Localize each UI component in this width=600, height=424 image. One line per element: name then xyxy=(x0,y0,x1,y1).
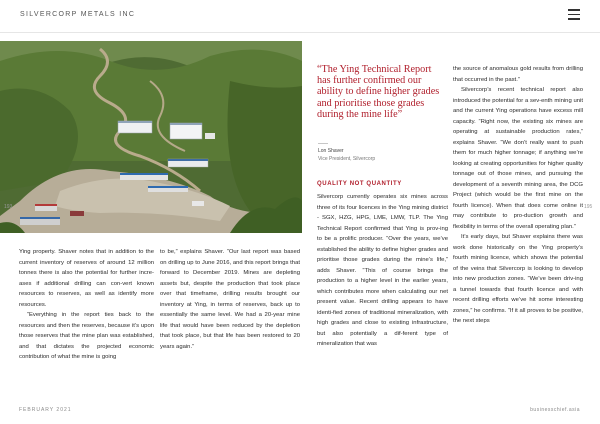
paragraph: Silvercorp’s recent technical report also introduced the potential for a sev-enth mining unit and the current Ying operations have excess mill capacity. “Right now, the existing six mines are operating at sustainable production rates,” explains Shaver. “We don’t really want to push them for much higher tonnage; if anything we’re looking at creating opportunities for higher quality tonnage out of those mines, and pursuing the development of a seventh mining area, the DCG Project (which would be the first mine on the fourth licence). When that does come online it may contribute to pro-duction growth and flexibility in terms of the overall operating plan.” xyxy=(453,87,583,230)
paragraph: “Everything in the report ties back to the resources and then the reserves, because it’s upon those reserves that the mine plan was established, and that dictates the projected economic contribution of what the mine is going xyxy=(19,312,154,360)
paragraph: to be,” explains Shaver. “Our last report was based on drilling up to June 2016, and this report brings that forward to December 2019. Mines are depleting assets but, despite the production that took place over that timeframe, drilling results brought our inventory at Ying, in terms of reserves, back up to essentially the same level. We had a 20-year mine life that would have been reduced by the depletion that took place, but that life has been restored to 20 years again.” xyxy=(160,249,300,350)
quote-attribution-name: Lon Shaver xyxy=(318,148,344,154)
left-page-column-2 xyxy=(160,247,300,352)
pull-quote: “The Ying Technical Report has further confirmed our ability to define higher grades and prioritise those grades during the mine life” xyxy=(317,64,440,120)
hamburger-menu-icon[interactable] xyxy=(568,9,580,19)
footer-website-link[interactable]: businesschief.asia xyxy=(530,407,580,413)
paragraph: Ying property. Shaver notes that in addition to the current inventory of reserves of around 12 million tonnes there is also the potential for further incre-ases if additional drilling can con-vert known resources to reserves, as well as identify more resources. xyxy=(19,249,154,308)
mine-site-photo xyxy=(0,41,302,233)
brand-title: SILVERCORP METALS INC xyxy=(20,11,136,18)
page-number-left: 193 xyxy=(4,204,13,210)
mine-landscape-illustration xyxy=(0,41,302,233)
top-bar xyxy=(0,0,600,33)
footer-issue-date: FEBRUARY 2021 xyxy=(19,407,72,413)
right-page-column-2 xyxy=(453,64,583,327)
section-subhead: QUALITY NOT QUANTITY xyxy=(317,181,402,187)
paragraph: Silvercorp currently operates six mines across three of its four licences in the Ying mining district - SGX, HZG, HPG, LME, LMW, TLP. The Ying Technical Report confirmed that Ying is prov-ing to be a prolific producer. “Over the years, we’ve established the ability to define higher grades and prioritise those grades during the mine’s life,” adds Shaver. “This of course brings the production to a higher level in the earlier years, which contributes more when calculating our net present value. Recent drilling appears to have identi-fied zones of traditional mineralization, with high grades and close to existing infrastructure, but also potentially a dif-ferent type of mineralization that was xyxy=(317,194,448,347)
paragraph: the source of anomalous gold results from drilling that occurred in the past.” xyxy=(453,66,583,83)
quote-divider xyxy=(318,143,328,144)
page-number-right: 195 xyxy=(584,204,593,210)
left-page-column-1 xyxy=(19,247,154,363)
right-page-column-1 xyxy=(317,192,448,350)
paragraph: It’s early days, but Shaver explains there was work done historically on the Ying property’s fourth mining licence, which shows the potential of the veins that Silvercorp is looking to develop into new production zones. “We’ve been driv-ing a tunnel towards that fourth licence and with recent drilling efforts we’ve hit some interesting zones,” he confirms. “If it all proves to be positive, the next steps xyxy=(453,234,583,324)
quote-attribution-role: Vice President, Silvercorp xyxy=(318,156,376,162)
